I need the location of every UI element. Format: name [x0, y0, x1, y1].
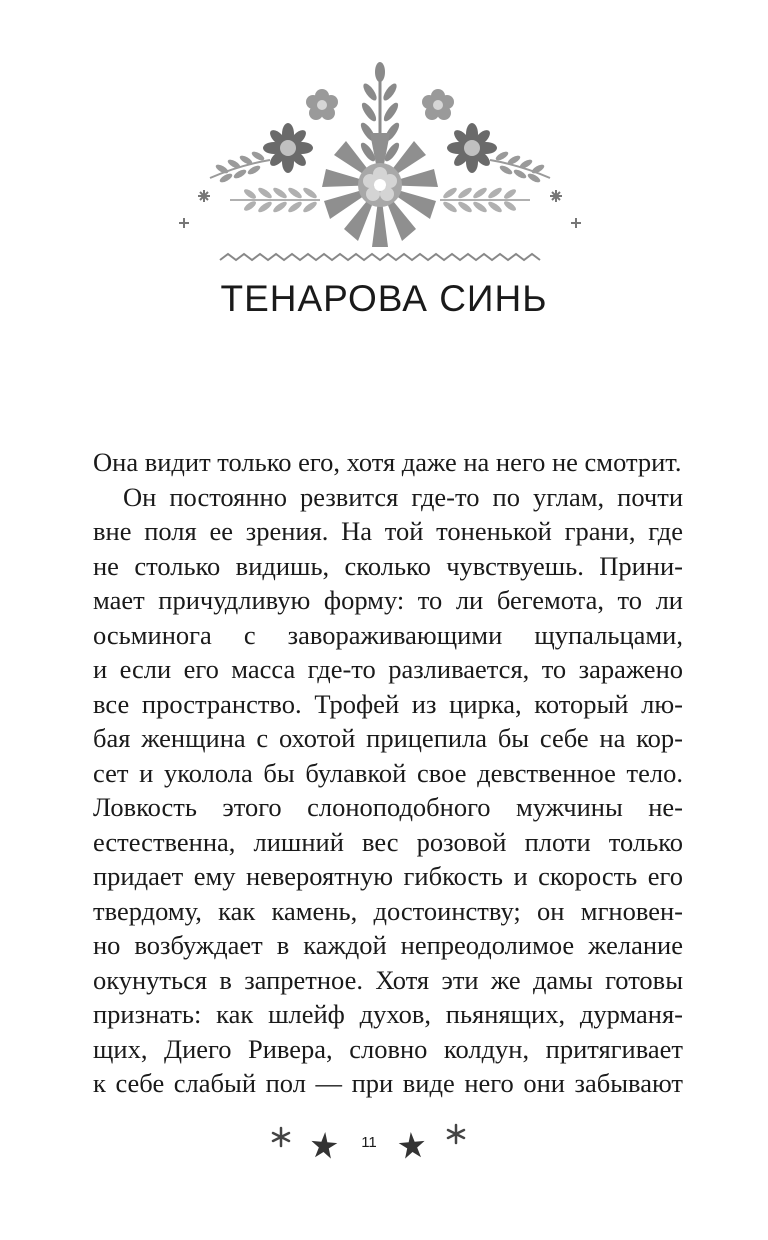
page-number: 11 [361, 1134, 377, 1151]
central-flower-icon [322, 133, 438, 247]
text-line: Ловкость этого слоноподобного мужчины не- [93, 792, 683, 822]
text-line: твердому, как камень, достоинству; он мгновен- [93, 895, 683, 926]
text-line: осьминога с завораживающими щупальцами, [93, 619, 683, 650]
leaf-sprig-icon [210, 150, 270, 184]
side-flower-icon [263, 123, 313, 173]
text-line: признать: как шлейф духов, пьянящих, дурманя- [93, 999, 683, 1029]
text-line: не столько видишь, сколько чувствуешь. Прини- [93, 550, 683, 581]
floral-ornament-icon [170, 50, 590, 280]
text-line: сет и уколола бы булавкой свое девственное тело. [93, 757, 683, 788]
body-text [93, 445, 683, 1101]
star-icon [396, 1130, 428, 1162]
side-flower-icon [447, 123, 497, 173]
text-line: Она видит только его, хотя даже на него не смотрит. [93, 447, 682, 477]
text-line: к себе слабый пол — при виде него они забывают [93, 1068, 683, 1098]
text-line: но возбуждает в каждой непреодолимое желание [93, 930, 683, 960]
star-icon [308, 1130, 340, 1162]
small-flower-icon [422, 89, 454, 120]
text-line: и если его масса где-то разливается, то заражено [93, 654, 683, 684]
leaf-sprig-icon [490, 150, 550, 184]
page-footer [0, 1118, 768, 1168]
text-line: придает ему невероятную гибкость и скорость его [93, 861, 683, 891]
chapter-title: ТЕНАРОВА СИНЬ [220, 278, 548, 319]
text-line: естественна, лишний вес розовой плоти только [93, 826, 683, 857]
star-icon [445, 1123, 467, 1145]
text-line: вне поля ее зрения. На той тоненькой грани, где [93, 516, 683, 546]
small-flower-icon [306, 89, 338, 120]
text-line: бая женщина с охотой прицепила бы себе на кор- [93, 723, 683, 753]
text-line: Он постоянно резвится где-то по углам, почти [123, 481, 683, 512]
star-icon [270, 1126, 292, 1148]
text-line: все пространство. Трофей из цирка, который лю- [93, 688, 683, 719]
text-line: щих, Диего Ривера, словно колдун, притягивает [93, 1033, 683, 1064]
zigzag-divider [220, 254, 540, 260]
text-line: окунуться в запретное. Хотя эти же дамы готовы [93, 964, 683, 995]
text-line: мает причудливую форму: то ли бегемота, то ли [93, 585, 683, 615]
